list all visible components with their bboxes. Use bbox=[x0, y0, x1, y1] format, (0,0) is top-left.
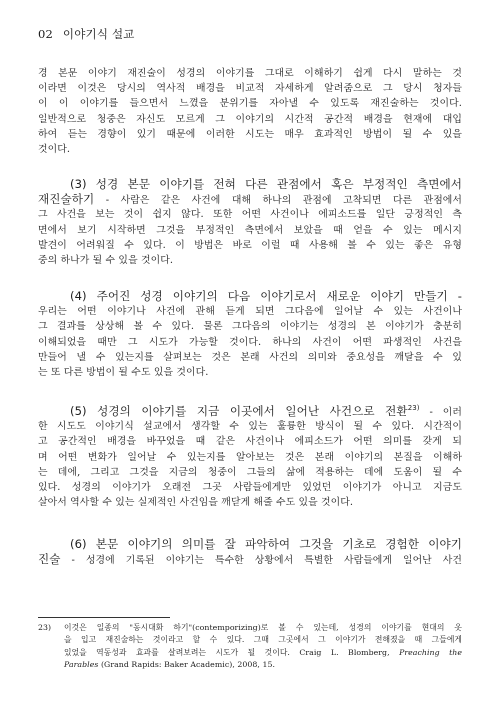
text-line: 이 이 이야기를 들으면서 느꼈을 분위기를 자아낼 수 있도록 재진술하는 것이다. bbox=[38, 98, 462, 110]
text-line: 는 또 다른 방법이 될 수도 있을 것이다. bbox=[38, 366, 209, 378]
section-heading-end: 재진술하기 bbox=[38, 192, 95, 207]
footnote bbox=[38, 622, 462, 672]
section-heading-end: 진술 bbox=[38, 552, 61, 567]
footnote-text: 이것은 일종의 "동시대화 하기"(contemporizing)로 볼 수 있는데, 성경의 이야기를 현대의 옷 bbox=[64, 623, 462, 632]
footnote-line bbox=[38, 659, 462, 671]
text-line: 이라면 이것은 당시의 역사적 배경을 비교적 자세하게 알려줌으로 그 당시 청자들 bbox=[38, 83, 462, 95]
section-3 bbox=[38, 177, 462, 268]
text-line: 고 공간적인 배경을 바꾸었을 때 같은 사건이나 에피소드가 어떤 의미를 갖게 되 bbox=[38, 436, 462, 448]
footnote-text: (Grand Rapids: Baker Academic), 2008, 15. bbox=[98, 660, 276, 670]
text-line: 하여 듣는 경향이 있기 때문에 이러한 시도는 매우 효과적인 방법이 될 수 있을 bbox=[38, 128, 462, 140]
text-line: 것이다. bbox=[38, 143, 71, 155]
text-run: - 사람은 같은 사건에 대해 하나의 관점에 고착되면 다른 관점에서 bbox=[94, 195, 462, 207]
book-title-italic: Preaching the bbox=[399, 647, 462, 657]
footnote-divider bbox=[38, 617, 170, 618]
section-heading-cont bbox=[38, 192, 462, 207]
text-line: 만들어 낼 수 있는지를 살펴보는 것은 본래 사건의 의미와 중요성을 깨달을 수 있 bbox=[38, 351, 462, 363]
text-line: 발견이 어려워질 수 있다. 이 방법은 바로 이럴 때 사용해 볼 수 있는 좋은 유형 bbox=[38, 239, 462, 251]
footnote-line bbox=[38, 647, 462, 659]
section-heading-text: (5) 성경의 이야기를 지금 이곳에서 일어난 사건으로 전환 bbox=[70, 404, 408, 418]
text-line: 는 데에, 그리고 그것을 지금의 청중이 그들의 삶에 적용하는 데에 도움이 될 수 bbox=[38, 466, 462, 478]
section-6 bbox=[38, 537, 462, 567]
text-line: 우리는 어떤 이야기나 사건에 관해 듣게 되면 그다음에 일어날 수 있는 사건이나 bbox=[38, 306, 462, 318]
text-line: 면에서 보기 시작하면 그것을 부정적인 측면에서 보았을 때 얻을 수 있는 메시지 bbox=[38, 224, 462, 236]
intro-paragraph bbox=[38, 66, 462, 157]
text-line: 경 본문 이야기 재진술이 성경의 이야기를 그대로 이해하기 쉽게 다시 말하는 것 bbox=[38, 68, 462, 79]
text-line: 있다. 성경의 이야기가 오래전 그곳 사람들에게만 있었던 이야기가 아니고 지금도 bbox=[38, 481, 462, 493]
footnote-line bbox=[38, 622, 462, 634]
text-line: 중의 하나가 될 수 있을 것이다. bbox=[38, 254, 174, 266]
section-heading: (6) 본문 이야기의 의미를 잘 파악하여 그것을 기초로 경험한 이야기 bbox=[70, 537, 462, 551]
text-line: 한 시도도 이야기식 설교에서 생각할 수 있는 훌륭한 방식이 될 수 있다. 시간적이 bbox=[38, 421, 462, 433]
book-title-italic: Parables bbox=[64, 660, 99, 670]
text-run: - 성경에 기록된 이야기는 특수한 상황에서 특별한 사람들에게 일어난 사건 bbox=[60, 555, 462, 567]
text-line: 이해되었을 때만 그 시도가 가능할 것이다. 하나의 사건이 어떤 파생적인 사건을 bbox=[38, 336, 462, 348]
text-line: 그 사건을 보는 것이 쉽지 않다. 또한 어떤 사건이나 에피소드를 일단 긍정적인 측 bbox=[38, 209, 462, 221]
section-5 bbox=[38, 404, 462, 510]
section-4 bbox=[38, 289, 462, 380]
footnote-ref[interactable]: 23) bbox=[407, 404, 420, 413]
book-title: 이야기식 설교 bbox=[62, 27, 135, 41]
section-heading: (3) 성경 본문 이야기를 전혀 다른 관점에서 혹은 부정적인 측면에서 bbox=[70, 177, 462, 191]
footnote-text: 있었을 역동성과 효과를 살려보려는 시도가 될 것이다. Craig L. Blomberg, bbox=[64, 647, 390, 657]
footnote-number: 23) bbox=[38, 623, 52, 632]
section-heading bbox=[38, 404, 462, 419]
section-heading: (4) 주어진 성경 이야기의 다음 이야기로서 새로운 이야기 만들기 - bbox=[70, 289, 462, 303]
page-number: 02 bbox=[38, 27, 54, 41]
running-header bbox=[38, 26, 135, 42]
footnote-line: 을 입고 재진술하는 것이라고 할 수 있다. 그때 그곳에서 그 이야기가 전해졌을 때 그들에게 bbox=[64, 635, 462, 645]
text-run: - 이러 bbox=[419, 407, 462, 418]
text-line: 살아서 역사할 수 있는 실제적인 사건임을 깨닫게 해줄 수도 있을 것이다. bbox=[38, 497, 354, 509]
text-line: 그 결과를 상상해 볼 수 있다. 물론 그다음의 이야기는 성경의 본 이야기가 충분히 bbox=[38, 321, 462, 333]
text-line: 며 어떤 변화가 일어날 수 있는지를 알아보는 것은 본래 이야기의 본질을 이해하 bbox=[38, 451, 462, 463]
section-heading-cont bbox=[38, 552, 462, 567]
text-line: 일반적으로 청중은 자신도 모르게 그 이야기의 시간적 공간적 배경을 현재에 대입 bbox=[38, 113, 462, 125]
